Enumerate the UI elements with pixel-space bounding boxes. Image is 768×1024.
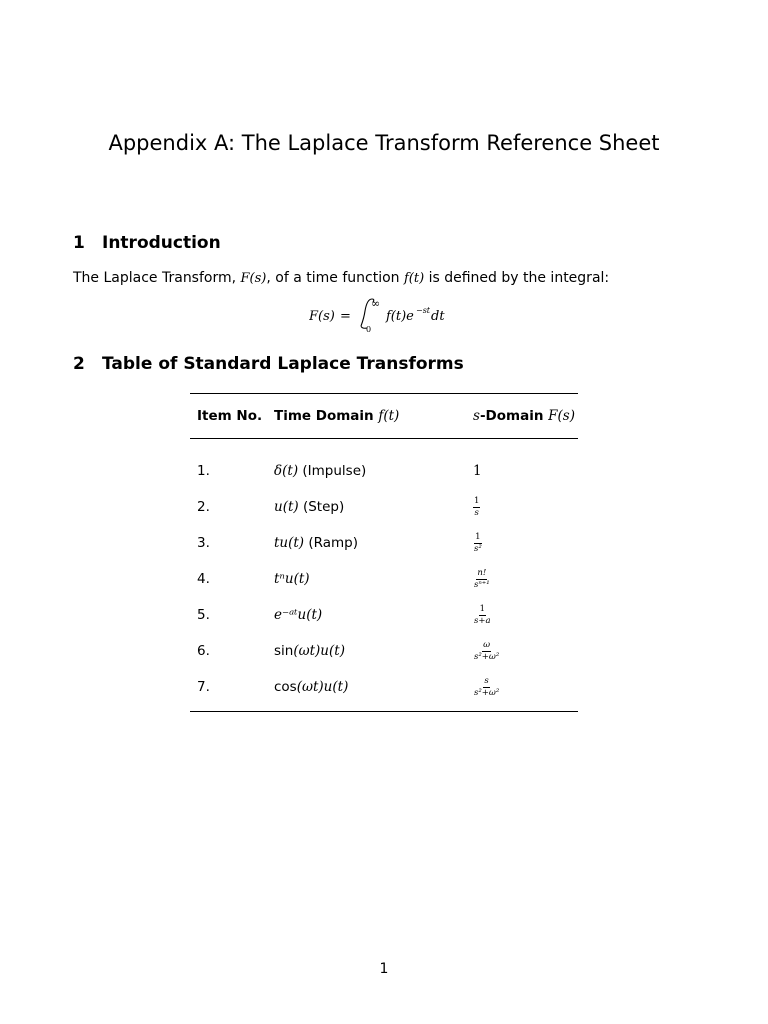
- table-body: [190, 439, 578, 712]
- cell-time-domain: [267, 597, 466, 633]
- table-row: [190, 633, 578, 669]
- svg-text:∞: ∞: [371, 297, 381, 310]
- time-domain-math: e⁻ᵃᵗu(t): [274, 607, 323, 623]
- time-domain-note: (Impulse): [298, 463, 367, 479]
- fraction-numerator: 1: [474, 496, 480, 506]
- table-row: [190, 525, 578, 561]
- cell-item-no: 1.: [197, 463, 210, 479]
- math-F-of-s: F(s): [240, 271, 267, 286]
- header-s-func: F(s): [548, 408, 575, 424]
- header-item-no: Item No.: [197, 408, 263, 424]
- svg-text:−st: −st: [416, 306, 431, 315]
- cell-s-domain: [466, 561, 578, 597]
- cell-s-domain: [466, 597, 578, 633]
- time-domain-math: tu(t): [274, 535, 305, 551]
- fraction-denominator: s²: [474, 543, 482, 554]
- svg-text:=: =: [340, 309, 351, 324]
- section-title: Table of Standard Laplace Transforms: [102, 354, 464, 374]
- fraction-denominator: s²+ω²: [474, 651, 500, 662]
- fraction-numerator: 1: [479, 604, 485, 614]
- laplace-transform-table-container: [190, 393, 578, 712]
- table-row: [190, 439, 578, 490]
- time-domain-math: (ωt)u(t): [296, 679, 349, 695]
- intro-text: is defined by the integral:: [424, 270, 610, 286]
- header-time-domain: [267, 394, 466, 439]
- laplace-transform-table: [190, 393, 578, 712]
- time-domain-math: tⁿu(t): [274, 571, 310, 587]
- laplace-integral-equation: [0, 296, 768, 336]
- cell-time-domain: [267, 525, 466, 561]
- fraction-numerator: 1: [475, 532, 481, 542]
- cell-s-domain: [466, 525, 578, 561]
- fraction-numerator: s: [484, 676, 489, 686]
- section-title: Introduction: [102, 233, 221, 253]
- math-f-of-t: f(t): [403, 271, 425, 286]
- cell-time-domain: [267, 439, 466, 490]
- cell-s-domain: [466, 439, 578, 490]
- fraction: [473, 677, 500, 697]
- fraction-denominator: s²+ω²: [474, 687, 500, 698]
- cell-item-no: 7.: [197, 679, 210, 695]
- fraction: [473, 533, 483, 553]
- table-row: [190, 597, 578, 633]
- cell-item-no: 6.: [197, 643, 210, 659]
- time-domain-note: (Ramp): [304, 535, 358, 551]
- time-domain-math: (ωt)u(t): [293, 643, 345, 659]
- time-function-name: cos: [274, 679, 297, 695]
- header-s-label: -Domain: [479, 408, 549, 424]
- fraction: [473, 497, 480, 517]
- fraction-numerator: ω: [483, 640, 491, 650]
- cell-item-no: 5.: [197, 607, 210, 623]
- section-number: 2: [73, 354, 85, 374]
- document-title: Appendix A: The Laplace Transform Reference Sheet: [108, 131, 660, 155]
- fraction-denominator: s+a: [474, 615, 491, 626]
- cell-s-domain: [466, 669, 578, 712]
- time-function-name: sin: [274, 643, 294, 659]
- cell-s-domain: [466, 633, 578, 669]
- svg-text:F(s): F(s): [309, 309, 335, 324]
- section-heading-introduction: [73, 233, 221, 253]
- time-domain-math: u(t): [274, 499, 299, 515]
- fraction: [473, 641, 500, 661]
- svg-text:0: 0: [366, 325, 372, 334]
- cell-time-domain: [267, 633, 466, 669]
- table-row: [190, 489, 578, 525]
- section-number: 1: [73, 233, 85, 253]
- header-s-domain: [466, 394, 578, 439]
- fraction: [473, 569, 491, 589]
- time-domain-math: δ(t): [274, 463, 299, 479]
- page-number: 1: [379, 961, 389, 977]
- time-domain-note: (Step): [298, 499, 345, 515]
- header-time-label: Time Domain: [274, 408, 379, 424]
- s-domain-value: 1: [473, 463, 482, 479]
- header-time-math: f(t): [378, 408, 400, 424]
- table-row: [190, 669, 578, 712]
- intro-text: , of a time function: [266, 270, 404, 286]
- cell-time-domain: [267, 489, 466, 525]
- fraction-denominator: sⁿ⁺¹: [474, 579, 490, 590]
- intro-paragraph: [73, 270, 609, 286]
- cell-time-domain: [267, 669, 466, 712]
- cell-item-no: 3.: [197, 535, 210, 551]
- svg-text:f(t)e: f(t)e: [386, 309, 414, 324]
- cell-item-no: 4.: [197, 571, 210, 587]
- cell-s-domain: [466, 489, 578, 525]
- section-heading-table: [73, 354, 464, 374]
- svg-text:dt: dt: [431, 309, 445, 324]
- cell-item-no: 2.: [197, 499, 210, 515]
- table-header-row: [190, 394, 578, 439]
- header-s-math: s: [473, 408, 480, 424]
- integral-equation-svg: [309, 296, 459, 336]
- cell-time-domain: [267, 561, 466, 597]
- fraction-denominator: s: [474, 507, 479, 518]
- fraction: [473, 605, 492, 625]
- fraction-numerator: n!: [477, 568, 487, 578]
- table-row: [190, 561, 578, 597]
- intro-text: The Laplace Transform,: [73, 270, 241, 286]
